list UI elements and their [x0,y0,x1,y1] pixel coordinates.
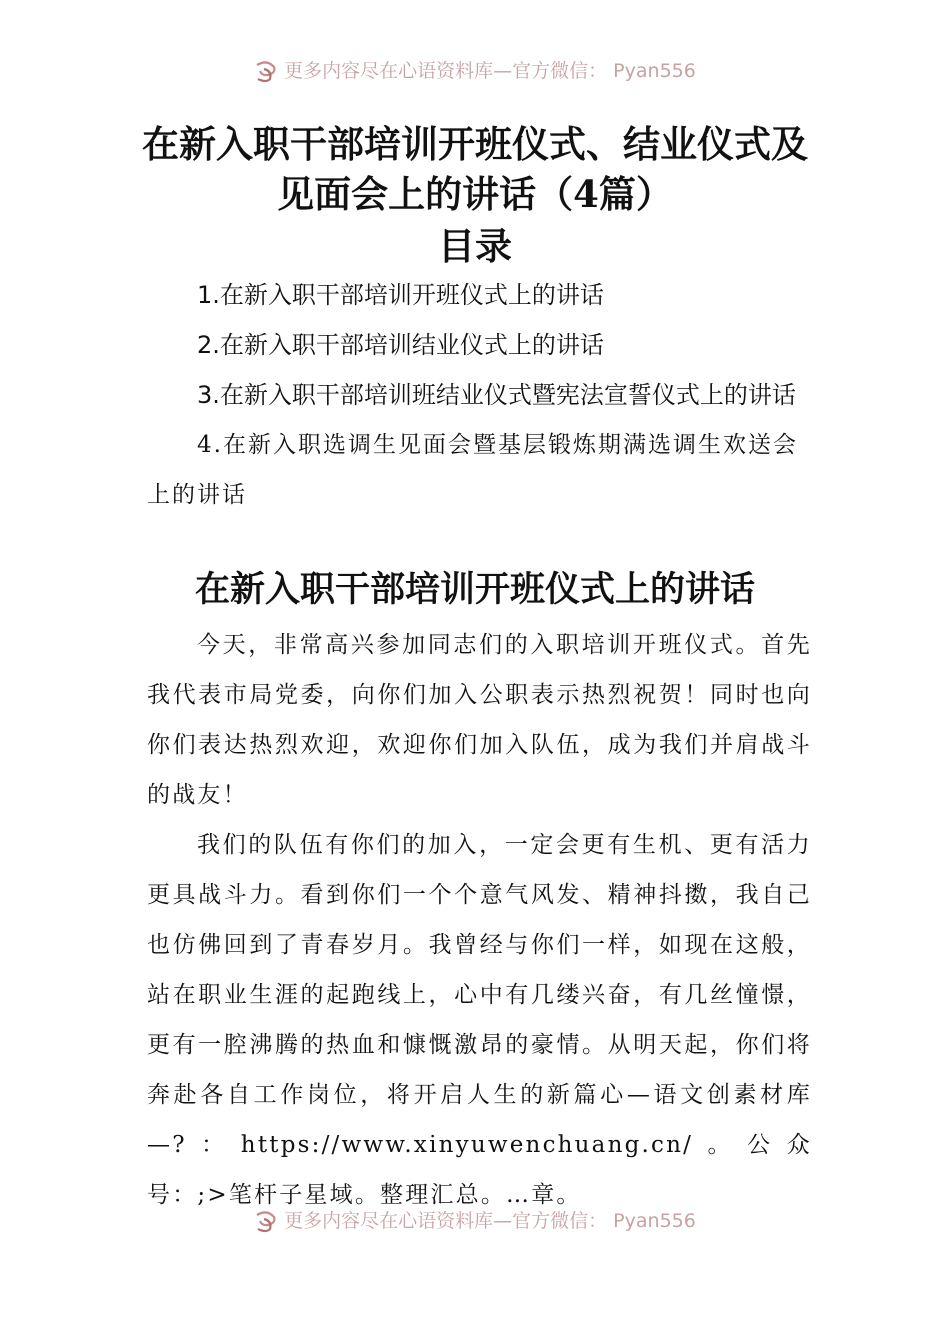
watermark-text: 更多内容尽在心语资料库—官方微信： Pyan556 [284,1210,696,1232]
watermark-logo-icon [254,1211,280,1233]
toc-item-2[interactable]: 2.在新入职干部培训结业仪式上的讲话 [197,331,604,359]
document-title-line2: 见面会上的讲话（4篇） [277,172,673,216]
toc-item-1[interactable]: 1.在新入职干部培训开班仪式上的讲话 [197,281,604,309]
document-title-line1: 在新入职干部培训开班仪式、结业仪式及 [142,122,808,166]
section-body [147,620,812,1220]
toc-heading: 目录 [438,224,512,268]
watermark-bottom [0,1208,950,1234]
table-of-contents [147,270,812,520]
section-title: 在新入职干部培训开班仪式上的讲话 [194,569,755,610]
watermark-top [0,58,950,84]
body-paragraph-1: 今天，非常高兴参加同志们的入职培训开班仪式。首先我代表市局党委，向你们加入公职表示热烈祝贺！同时也向你们表达热烈欢迎，欢迎你们加入队伍，成为我们并肩战斗的战友！ [147,632,812,808]
body-paragraph-2: 我们的队伍有你们的加入，一定会更有生机、更有活力更具战斗力。看到你们一个个意气风发、精神抖擞，我自己也仿佛回到了青春岁月。我曾经与你们一样，如现在这般，站在职业生涯的起跑线上，心中有几缕兴奋，有几丝憧憬，更有一腔沸腾的热血和慷慨激昂的豪情。从明天起，你们将奔赴各自工作岗位，将开启人生的新篇心—语文创素材库—?：https://www.xinyuwenchuang.cn/。公众号：;>笔杆子星域。整理汇总。…章。 [147,832,812,1208]
watermark-logo-icon [254,61,280,83]
toc-item-3[interactable]: 3.在新入职干部培训班结业仪式暨宪法宣誓仪式上的讲话 [197,381,796,409]
watermark-text: 更多内容尽在心语资料库—官方微信： Pyan556 [284,60,696,82]
toc-item-4[interactable]: 4.在新入职选调生见面会暨基层锻炼期满选调生欢送会上的讲话 [147,432,798,508]
